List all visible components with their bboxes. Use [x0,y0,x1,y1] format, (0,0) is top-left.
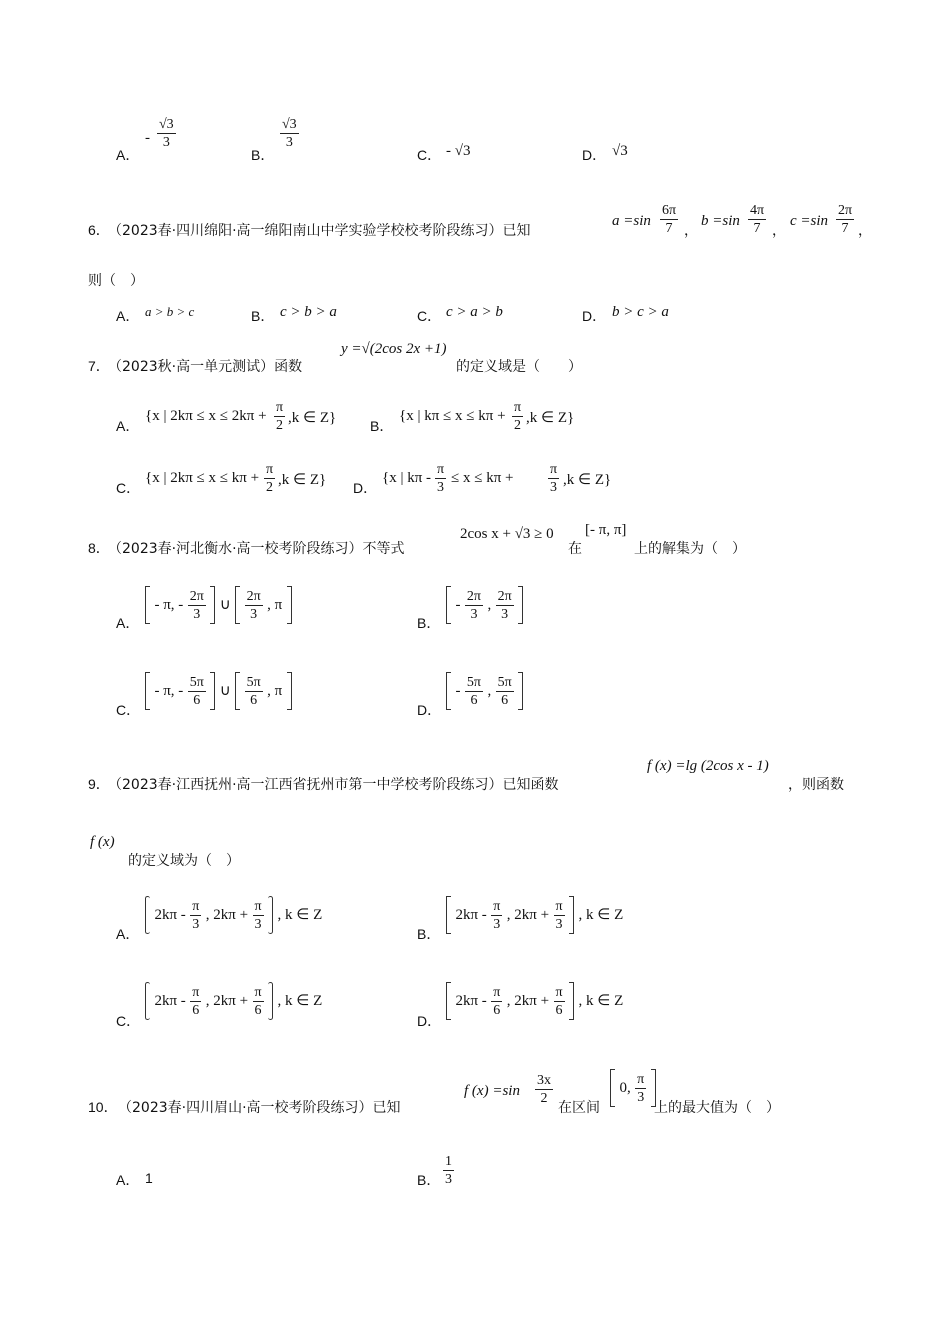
q8-stem: （2023春·河北衡水·高一校考阶段练习）不等式 [108,541,405,557]
q5-option-d-label: D． [582,147,607,163]
q9-option-c-fraction-1 [190,984,201,1019]
q8-option-d-label: D． [417,702,442,718]
q10-number: 10． [88,1099,118,1115]
q8-option-c-right-bracket-1 [210,672,215,710]
q5-option-a-fraction [157,116,176,151]
q9-option-c-part-1: 2kπ - [154,993,186,1009]
q8-option-a-fraction-2 [245,588,263,623]
q7-option-a-denominator: 2 [276,418,284,433]
q9-option-c-left-paren [145,982,150,1020]
q6-b-fraction [748,202,766,237]
q10-interval-fraction [635,1071,646,1106]
q9-option-b-fraction-1 [491,898,502,933]
q6-option-c-text: c > a > b [446,304,503,320]
q9-option-a-label: A． [116,926,140,942]
q9-stem: （2023春·江西抚州·高一江西省抚州市第一中学校考阶段练习）已知函数 [108,777,559,793]
q10-function-lhs: f (x) =sin [464,1083,520,1099]
q6-then: 则（ ） [88,273,144,289]
q10-interval-left-bracket [610,1069,615,1107]
q10-interval-denominator: 3 [637,1089,645,1105]
q9-function-2: f (x) [90,834,115,850]
q8-option-a-left-bracket-1 [145,586,150,624]
q8-option-a-numerator-1: 2π [189,588,204,604]
q5-option-b-fraction [280,116,299,151]
q8-option-a-denominator-2: 3 [250,606,258,622]
q6-c-numerator: 2π [838,203,853,218]
q9-option-c-part-2: , 2kπ + [205,993,249,1009]
q8-option-a-fraction-1 [188,588,206,623]
q10-function-denominator: 2 [540,1091,548,1106]
q9-option-d-right-bracket [569,982,574,1020]
q9-option-a-numerator-2: π [254,898,262,914]
q9-option-c-denominator-2: 6 [254,1002,262,1018]
q9-option-b-denominator-1: 3 [493,916,501,932]
q6-stem: （2023春·四川绵阳·高一绵阳南山中学实验学校校考阶段练习）已知 [108,223,531,239]
q10-mid: 在区间 [558,1100,600,1116]
q9-function: f (x) =lg (2cos x - 1) [647,758,769,774]
q8-mid: 在 [568,541,582,557]
q6-option-d-text: b > c > a [612,304,669,320]
q6-a-lhs: a =sin [612,213,651,229]
q9-option-a-denominator-1: 3 [192,916,200,932]
q5-option-b-numerator: √3 [282,117,297,132]
q8-option-a-part-2: , π [267,597,283,613]
q8-option-c-label: C． [116,702,141,718]
q6-option-b-text: c > b > a [280,304,337,320]
q5-option-a-denominator: 3 [162,135,170,150]
q9-option-d-post: , k ∈ Z [578,993,624,1009]
q8-option-b-fraction-2 [496,588,514,623]
q9-option-d-part-1: 2kπ - [455,993,487,1009]
q9-option-a-denominator-2: 3 [254,916,262,932]
q8-option-d-denominator-1: 6 [470,692,478,708]
q6-c-fraction [836,202,854,237]
q9-option-b-numerator-2: π [555,898,563,914]
q8-tail: 上的解集为（ ） [634,541,746,557]
q7-option-c-denominator: 2 [266,480,274,495]
q7-option-d-numerator-1: π [437,462,445,477]
q7-option-b-fraction [512,399,523,434]
q5-option-a-label: A． [116,147,140,163]
q9-option-d-fraction-1 [491,984,502,1019]
q5-option-a-numerator: √3 [159,117,174,132]
q7-option-a-label: A． [116,418,140,434]
q7-option-d-fraction-1 [435,461,446,496]
q9-option-b-denominator-2: 3 [555,916,563,932]
q8-option-a-numerator-2: 2π [246,588,261,604]
q8-option-a-denominator-1: 3 [193,606,201,622]
q8-option-d-sign: - [455,683,461,699]
q9-option-c-label: C． [116,1013,141,1029]
q8-option-c-right-bracket-2 [287,672,292,710]
q10-option-b-denominator: 3 [445,1172,452,1187]
q9-option-d-part-2: , 2kπ + [506,993,550,1009]
q8-option-a-left-bracket-2 [235,586,240,624]
q6-a-numerator: 6π [662,203,677,218]
q8-option-b-left-bracket [446,586,451,624]
q9-option-a-right-paren [268,896,273,934]
q9-option-b-left-bracket [446,896,451,934]
q8-option-b-sign: - [455,597,461,613]
q9-option-c-expression [145,982,322,1020]
q6-c-denominator: 7 [841,221,849,236]
q7-option-b-denominator: 2 [514,418,522,433]
q9-option-c-post: , k ∈ Z [277,993,323,1009]
q8-option-c-left-bracket-2 [235,672,240,710]
q8-option-b-label: B． [417,615,441,631]
q8-option-c-union: ∪ [219,683,231,699]
q7-option-c-pre: {x | 2kπ ≤ x ≤ kπ + [145,470,260,486]
q10-option-b-fraction [443,1153,454,1188]
q6-c-lhs: c =sin [790,213,829,229]
q6-separator-3: ， [858,223,872,239]
q8-option-c-denominator-1: 6 [193,692,201,708]
q10-interval-numerator: π [637,1071,645,1087]
q8-option-c-expression [145,672,292,710]
q7-number: 7． [88,358,110,374]
q8-option-c-numerator-1: 5π [189,674,204,690]
q7-option-d-pre: {x | kπ - [382,470,432,486]
q8-option-a-right-bracket-2 [287,586,292,624]
q8-option-d-left-bracket [446,672,451,710]
q8-option-a-union: ∪ [219,597,231,613]
q8-option-d-fraction-2 [496,674,514,709]
q7-option-b-post: ,k ∈ Z} [526,410,575,426]
q10-option-a-text: 1 [145,1170,153,1186]
q9-option-d-numerator-1: π [493,984,501,1000]
q7-option-d-denominator-1: 3 [437,480,445,495]
q9-option-a-part-2: , 2kπ + [205,907,249,923]
q9-option-c-numerator-2: π [254,984,262,1000]
q9-option-c-numerator-1: π [192,984,200,1000]
q8-option-c-left-bracket-1 [145,672,150,710]
q8-number: 8． [88,540,110,556]
q8-option-d-separator: , [487,683,492,699]
q6-b-numerator: 4π [750,203,765,218]
q6-option-a-label: A． [116,308,140,324]
q7-option-d-denominator-2: 3 [550,480,558,495]
q8-option-c-fraction-2 [245,674,263,709]
q9-option-b-fraction-2 [554,898,565,933]
q6-a-denominator: 7 [665,221,673,236]
q7-function: y =√(2cos 2x +1) [341,341,447,357]
q8-option-a-label: A． [116,615,140,631]
q8-option-b-fraction-1 [465,588,483,623]
q8-option-d-denominator-2: 6 [501,692,509,708]
q10-function-numerator: 3x [537,1073,551,1088]
q5-option-d-value: √3 [612,143,628,159]
q8-option-d-numerator-2: 5π [497,674,512,690]
q7-option-a-post: ,k ∈ Z} [288,410,337,426]
q9-option-a-fraction-1 [190,898,201,933]
q9-option-b-post: , k ∈ Z [578,907,624,923]
q6-b-denominator: 7 [753,221,761,236]
q10-interval-start: 0, [619,1080,631,1096]
q9-option-b-right-bracket [569,896,574,934]
q8-option-b-separator: , [487,597,492,613]
q7-option-a-pre: {x | 2kπ ≤ x ≤ 2kπ + [145,408,267,424]
q9-option-b-part-2: , 2kπ + [506,907,550,923]
q9-option-c-fraction-2 [253,984,264,1019]
q7-option-b-label: B． [370,418,394,434]
q7-option-d-fraction-2 [548,461,559,496]
q9-option-d-expression [446,982,623,1020]
q7-option-b-pre: {x | kπ ≤ x ≤ kπ + [399,408,506,424]
q9-option-d-numerator-2: π [555,984,563,1000]
q9-option-a-post: , k ∈ Z [277,907,323,923]
q9-option-c-right-paren [268,982,273,1020]
q6-option-c-label: C． [417,308,442,324]
q7-option-c-label: C． [116,480,141,496]
q8-option-c-part-1: - π, - [154,683,184,699]
q5-option-a-sign: - [145,130,150,146]
q9-option-a-fraction-2 [253,898,264,933]
q8-inequality: 2cos x + √3 ≥ 0 [460,526,554,542]
q6-b-lhs: b =sin [701,213,740,229]
q6-a-fraction [660,202,678,237]
q6-option-d-label: D． [582,308,607,324]
q8-option-d-fraction-1 [465,674,483,709]
q8-option-b-denominator-1: 3 [470,606,478,622]
q7-option-d-mid: ≤ x ≤ kπ + [451,470,514,486]
q8-option-b-numerator-2: 2π [497,588,512,604]
q8-option-d-expression [446,672,523,710]
q9-option-b-label: B． [417,926,441,942]
q9-option-b-expression [446,896,623,934]
q9-tail-2: 的定义域为（ ） [128,853,240,869]
q9-tail: ，则函数 [788,777,844,793]
q6-option-b-label: B． [251,308,275,324]
q9-option-d-denominator-1: 6 [493,1002,501,1018]
q10-stem: （2023春·四川眉山·高一校考阶段练习）已知 [118,1100,401,1116]
q9-option-a-numerator-1: π [192,898,200,914]
q8-option-b-numerator-1: 2π [466,588,481,604]
q7-option-a-fraction [274,399,285,434]
q10-function-fraction [535,1072,553,1107]
q10-option-a-label: A． [116,1172,140,1188]
q8-option-b-expression [446,586,523,624]
q8-option-a-part-1: - π, - [154,597,184,613]
q10-interval [610,1069,656,1107]
q5-option-b-denominator: 3 [285,135,293,150]
q8-option-c-fraction-1 [188,674,206,709]
q7-stem: （2023秋·高一单元测试）函数 [108,359,303,375]
q8-option-b-denominator-2: 3 [501,606,509,622]
q8-option-b-right-bracket [518,586,523,624]
q7-option-c-numerator: π [266,462,274,477]
q7-option-c-fraction [264,461,275,496]
q5-option-b-label: B． [251,147,275,163]
q9-option-d-label: D． [417,1013,442,1029]
q9-option-d-left-bracket [446,982,451,1020]
q10-option-b-label: B． [417,1172,441,1188]
q7-option-d-numerator-2: π [550,462,558,477]
q7-option-a-numerator: π [276,400,284,415]
q9-option-d-fraction-2 [554,984,565,1019]
q6-separator-2: ， [772,223,786,239]
q8-option-c-denominator-2: 6 [250,692,258,708]
q6-number: 6． [88,222,110,238]
q5-option-c-label: C． [417,147,442,163]
q10-tail: 上的最大值为（ ） [654,1100,780,1116]
q9-number: 9． [88,776,110,792]
q8-option-d-right-bracket [518,672,523,710]
q8-option-d-numerator-1: 5π [466,674,481,690]
q6-option-a-text: a > b > c [145,304,195,319]
q10-option-b-numerator: 1 [445,1154,452,1169]
q9-option-a-expression [145,896,322,934]
q9-option-a-part-1: 2kπ - [154,907,186,923]
q8-option-a-expression [145,586,292,624]
q7-option-d-label: D． [353,480,378,496]
q7-option-c-post: ,k ∈ Z} [278,472,327,488]
q9-option-c-denominator-1: 6 [192,1002,200,1018]
q6-separator-1: ， [684,223,698,239]
q5-option-c-value: - √3 [446,143,471,159]
q8-option-c-numerator-2: 5π [246,674,261,690]
q7-option-d-post: ,k ∈ Z} [563,472,612,488]
q9-option-b-part-1: 2kπ - [455,907,487,923]
q7-option-b-numerator: π [514,400,522,415]
q8-interval: [- π, π] [585,522,627,538]
q9-option-d-denominator-2: 6 [555,1002,563,1018]
q8-option-c-part-2: , π [267,683,283,699]
q7-tail: 的定义域是（ ） [456,359,582,375]
q8-option-a-right-bracket-1 [210,586,215,624]
q9-option-a-left-paren [145,896,150,934]
q9-option-b-numerator-1: π [493,898,501,914]
